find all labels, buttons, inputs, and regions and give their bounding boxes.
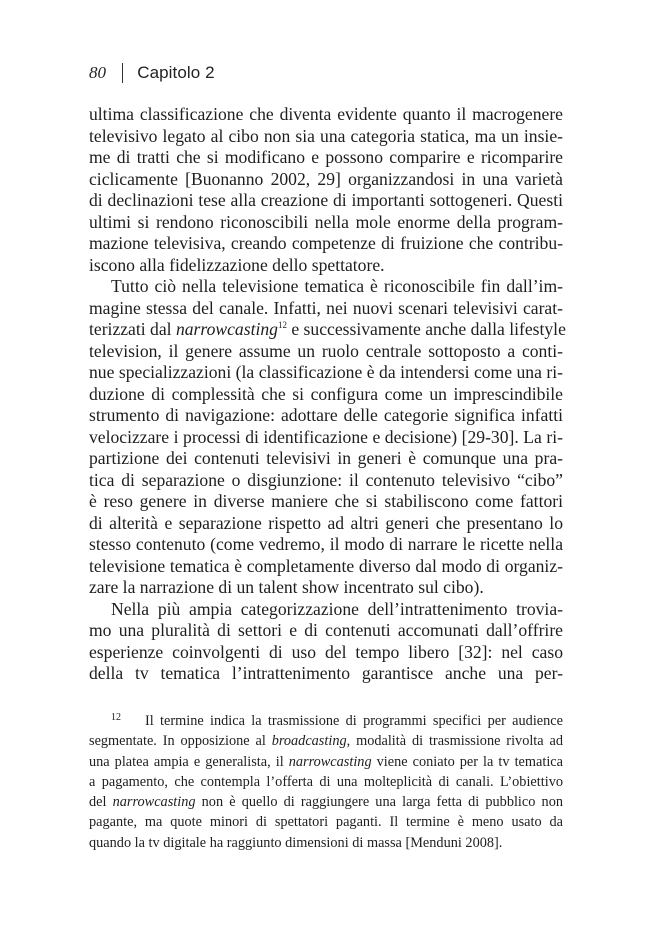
text-run: una platea ampia e generalista, il [89,753,289,770]
paragraph-2 [89,276,566,599]
text-line: me di tratti che si modificano e possono comparire e ricomparire [89,147,563,167]
text-line: zare la narrazione di un talent show incentrato sul cibo). [89,577,484,597]
footnote-line [89,752,563,772]
text-line: tica di separazione o disgiunzione: il contenuto televisivo “cibo” [89,469,563,490]
text-run: terizzati dal [89,319,176,339]
page-number: 80 [89,63,106,82]
paragraph-3 [89,599,563,685]
text-line: velocizzare i processi di identificazione e decisione) [29-30]. La ri- [89,426,563,447]
text-run: del [89,794,113,811]
text-line: television, il genere assume un ruolo centrale sottoposto a conti- [89,340,563,361]
text-line: iscono alla fidelizzazione dello spettatore. [89,254,385,275]
body-text [89,104,566,685]
footnote-line: 12 Il termine indica la trasmissione di programmi specifici per audience [111,712,563,729]
text-line: esperienze coinvolgenti di uso del tempo libero [32]: nel caso [89,641,563,662]
text-line: Nella più ampia categorizzazione dell’intrattenimento troviа- [111,598,563,619]
footnote-reference[interactable]: 12 [277,320,287,330]
text-line: mazione televisiva, creando competenze di fruizione che contribu- [89,233,563,253]
text-line: ultima classificazione che diventa evidente quanto il macrogenere [89,104,563,124]
text-line: duzione di complessità che si configura come un imprescindibile [89,383,563,404]
italic-term: narrowcasting [112,794,196,811]
footnote-line: a pagamento, che contempla l’offerta di una molteplicità di canali. L’obiettivo [89,773,563,790]
footnote-line [89,792,563,812]
text-line [89,319,566,341]
text-line: televisione tematica è completamente diverso dal modo di organiz- [89,555,563,576]
running-header [89,62,215,84]
footnote-line: quando la tv digitale ha raggiunto dimensioni di massa [Menduni 2008]. [89,834,503,851]
text-run: e successivamente anche dalla lifestyle [286,319,566,339]
text-run: segmentate. In opposizione al [89,733,272,750]
text-line: televisivo legato al cibo non sia una categoria statica, ma un insie- [89,125,563,146]
text-line: ciclicamente [Buonanno 2002, 29] organizzandosi in una varietà [89,168,563,189]
text-line: ultimi si rendono riconoscibili nella mole enorme della program- [89,211,563,232]
chapter-title: Capitolo 2 [137,63,215,82]
italic-term: narrowcasting [175,319,278,339]
footnote-line [89,731,563,751]
text-line: magine stessa del canale. Infatti, nei nuovi scenari televisivi carat- [89,297,563,318]
text-line: è reso genere in diverse maniere che si stabiliscono come fattori [89,491,563,511]
text-line: strumento di navigazione: adottare delle categorie significa infatti [89,405,563,425]
text-run: non è quello di raggiungere una larga fetta di pubblico non [195,794,563,811]
header-divider [122,63,123,83]
paragraph-1 [89,104,563,276]
text-line: stesso contenuto (come vedremo, il modo di narrare le ricette nella [89,534,563,554]
text-line: di declinazioni tese alla creazione di importanti sottogeneri. Questi [89,190,563,210]
italic-term: narrowcasting [288,753,372,770]
text-line: partizione dei contenuti televisivi in generi è comunque una pra- [89,448,563,468]
text-run: viene coniato per la tv tematica [371,753,563,770]
text-line: nue specializzazioni (la classificazione è da intendersi come una ri- [89,362,563,382]
text-run: , modalità di trasmissione rivolta ad [346,733,563,750]
italic-term: broadcasting [271,733,347,750]
footnote-line: pagante, ma quote minori di spettatori paganti. Il termine è meno usato da [89,814,563,831]
footnote-12 [89,711,563,853]
text-line: della tv tematica l’intrattenimento garantisce anche una per- [89,663,563,683]
text-line: di alterità e separazione rispetto ad altri generi che presentano lo [89,512,563,533]
text-line: mo una pluralità di settori e di contenuti accomunati dall’offrire [89,620,563,640]
text-line: Tutto ciò nella televisione tematica è riconoscibile fin dall’im- [111,276,563,296]
text-run: Il termine indica la trasmissione di programmi specifici per audience [145,713,563,729]
